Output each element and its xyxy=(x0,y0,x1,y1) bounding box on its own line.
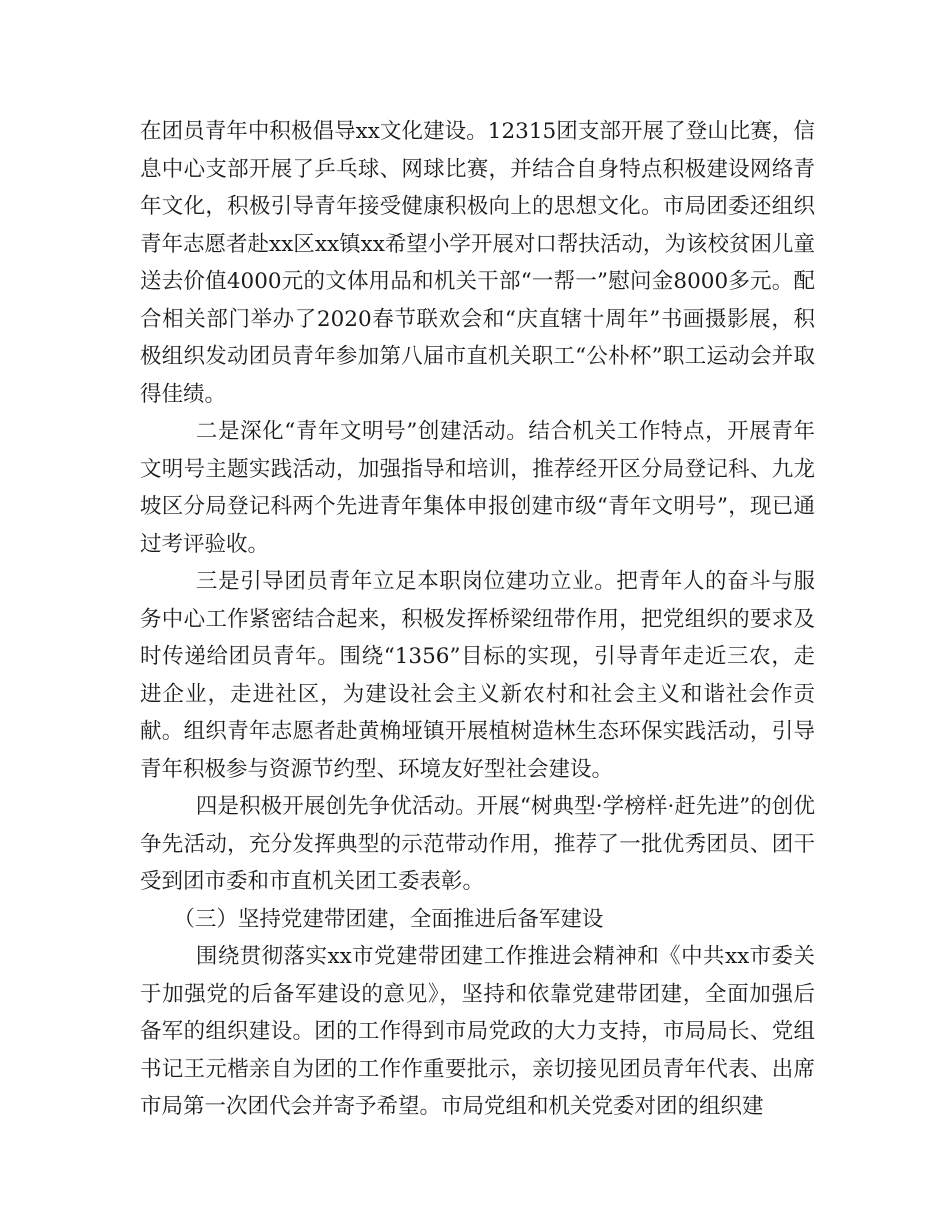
paragraph-party-building: 围绕贯彻落实xx市党建带团建工作推进会精神和《中共xx市委关于加强党的后备军建设的意见》，坚持和依靠党建带团建，全面加强后备军的组织建设。团的工作得到市局党政的大力支持，市局局长、党组书记王元楷亲自为团的工作作重要批示，亲切接见团员青年代表、出席市局第一次团代会并寄予希望。市局党组和机关党委对团的组织建 xyxy=(140,944,815,1119)
paragraph-excellence-activities: 四是积极开展创先争优活动。开展“树典型·学榜样·赶先进”的创优争先活动，充分发挥典型的示范带动作用，推荐了一批优秀团员、团干受到团市委和市直机关团工委表彰。 xyxy=(140,794,815,894)
document-body xyxy=(140,113,815,1126)
paragraph-guide-youth: 三是引导团员青年立足本职岗位建功立业。把青年人的奋斗与服务中心工作紧密结合起来，积极发挥桥梁纽带作用，把党组织的要求及时传递给团员青年。围绕“1356”目标的实现，引导青年走近三农，走进企业，走进社区，为建设社会主义新农村和社会主义和谐社会作贡献。组织青年志愿者赴黄桷垭镇开展植树造林生态环保实践活动，引导青年积极参与资源节约型、环境友好型社会建设。 xyxy=(140,569,815,782)
section-heading: （三）坚持党建带团建，全面推进后备军建设 xyxy=(173,906,604,932)
paragraph-youth-civilization: 二是深化“青年文明号”创建活动。结合机关工作特点，开展青年文明号主题实践活动，加强指导和培训，推荐经开区分局登记科、九龙坡区分局登记科两个先进青年集体申报创建市级“青年文明号”，现已通过考评验收。 xyxy=(140,419,815,557)
paragraph-culture-activities: 在团员青年中积极倡导xx文化建设。12315团支部开展了登山比赛，信息中心支部开展了乒乓球、网球比赛，并结合自身特点积极建设网络青年文化，积极引导青年接受健康积极向上的思想文化。市局团委还组织青年志愿者赴xx区xx镇xx希望小学开展对口帮扶活动，为该校贫困儿童送去价值4000元的文体用品和机关干部“一帮一”慰问金8000多元。配合相关部门举办了2020春节联欢会和“庆直辖十周年”书画摄影展，积极组织发动团员青年参加第八届市直机关职工“公朴杯”职工运动会并取得佳绩。 xyxy=(140,119,815,407)
